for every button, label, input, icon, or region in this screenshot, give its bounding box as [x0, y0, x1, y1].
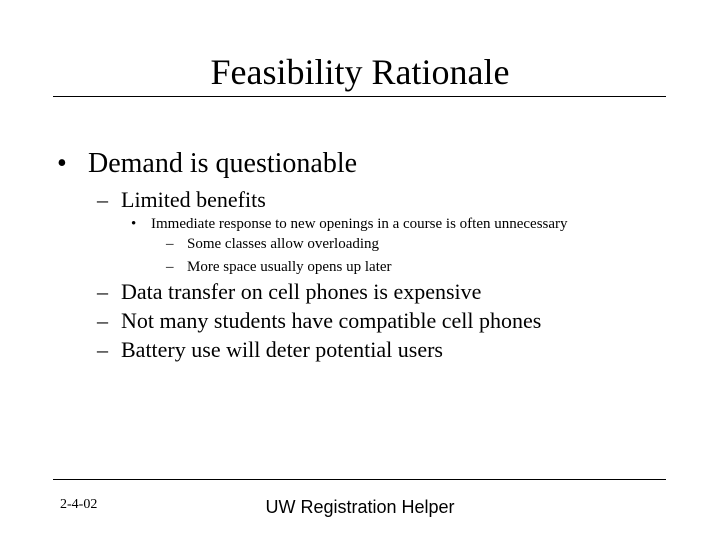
bullet-text: Some classes allow overloading [187, 236, 380, 252]
footer-date: 2-4-02 [60, 497, 98, 512]
dash-marker: – [97, 337, 108, 362]
bullet-text: Not many students have compatible cell phones [121, 308, 542, 333]
bullet-text: More space usually opens up later [187, 259, 392, 275]
dash-marker: – [97, 308, 108, 333]
dash-marker: – [166, 259, 174, 275]
footer-divider [53, 479, 666, 480]
bullet-text: Demand is questionable [88, 148, 358, 179]
bullet-text: Limited benefits [121, 187, 266, 212]
bullet-marker: • [131, 216, 137, 232]
bullet-text: Battery use will deter potential users [121, 337, 443, 362]
footer-title: UW Registration Helper [265, 497, 455, 517]
dash-marker: – [97, 187, 108, 212]
dash-marker: – [166, 236, 174, 252]
dash-marker: – [97, 279, 108, 304]
bullet-text: Data transfer on cell phones is expensive [121, 279, 482, 304]
slide-title: Feasibility Rationale [210, 52, 510, 92]
bullet-text: Immediate response to new openings in a course is often unnecessary [151, 216, 568, 232]
title-divider [53, 96, 666, 97]
bullet-marker: • [57, 148, 67, 179]
